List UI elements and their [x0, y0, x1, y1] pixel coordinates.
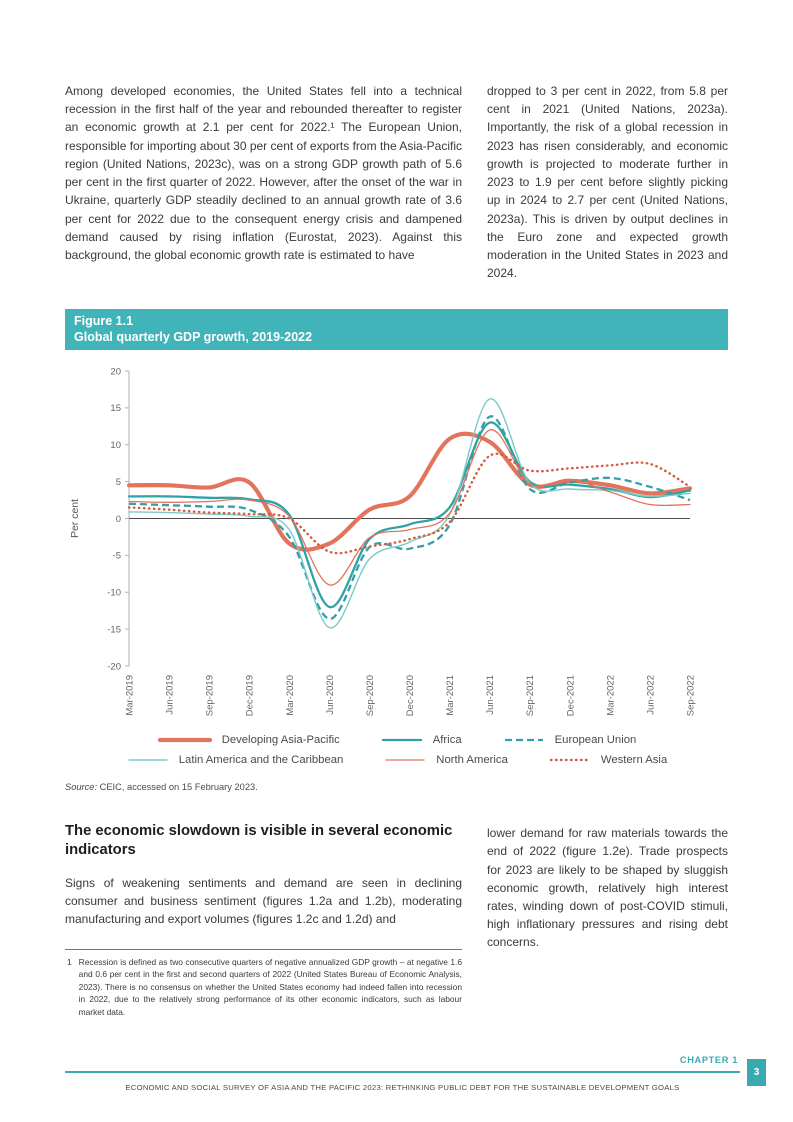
legend-item — [383, 754, 508, 766]
page-footer — [65, 1055, 766, 1092]
body-section-left-column — [65, 822, 462, 1019]
intro-paragraph-right: dropped to 3 per cent in 2022, from 5.8 per cent in 2021 (United Nations, 2023a). Importantly, the risk of a global recession in 2023 has risen considerably, and economic growth is projected to moderate further in 2023 to 1.9 per cent before slightly picking up in 2024 to 2.7 per cent (United Nations, 2023a). This is driven by output declines in the Euro zone and expected growth moderation in the United States in 2023 and 2024. — [487, 84, 728, 281]
figure-banner — [65, 309, 728, 351]
footer-rule — [65, 1071, 740, 1073]
y-tick-label: -5 — [112, 550, 121, 562]
legend-line-sample — [157, 735, 213, 745]
figure-source — [65, 782, 728, 792]
x-tick-label: Mar-2022 — [605, 675, 617, 716]
series-line — [129, 454, 690, 553]
x-tick-label: Dec-2021 — [565, 675, 577, 717]
footnote — [65, 949, 462, 1019]
legend-row — [126, 754, 667, 766]
page-number: 3 — [747, 1059, 766, 1086]
y-tick-label: 20 — [110, 366, 121, 378]
chart-legend — [65, 734, 728, 766]
legend-item — [502, 734, 637, 746]
legend-label: Latin America and the Caribbean — [178, 754, 344, 767]
y-tick-label: 0 — [115, 513, 121, 525]
footnote-marker: 1 — [67, 956, 72, 967]
legend-item — [380, 734, 462, 746]
section-paragraph-left: Signs of weakening sentiments and demand are seen in declining consumer and business sentiment (figures 1.2a and 1.2b), moderating manufacturing and export volumes (figures 1.2c and 1.2d) and — [65, 875, 462, 927]
y-tick-label: -20 — [107, 661, 121, 673]
legend-item — [126, 754, 344, 766]
footer-title: ECONOMIC AND SOCIAL SURVEY OF ASIA AND THE PACIFIC 2023: RETHINKING PUBLIC DEBT FOR THE SUSTAINABLE DEVELOPMENT GOALS — [125, 1083, 680, 1092]
body-section — [65, 822, 728, 1019]
source-label: Source: — [65, 782, 98, 793]
x-tick-label: Jun-2019 — [164, 675, 176, 715]
y-axis-title: Per cent — [69, 499, 81, 539]
footnote-text: Recession is defined as two consecutive quarters of negative annualized GDP growth – at negative 1.6 and 0.6 per cent in the first and second quarters of 2022 (United States Bureau of Economic Analysis, 2023). There is no consensus on whether the United States economy had indeed fallen into recession in 2022, due to the relatively strong performance of its other economic indicators, such as labour market data. — [78, 956, 462, 1018]
x-tick-label: Dec-2020 — [405, 675, 416, 717]
gdp-growth-line-chart — [65, 358, 728, 724]
figure-chart-area — [65, 358, 728, 792]
x-tick-label: Dec-2019 — [244, 675, 256, 717]
x-tick-label: Jun-2021 — [485, 675, 497, 715]
y-tick-label: 10 — [110, 440, 121, 452]
legend-line-sample — [383, 755, 427, 765]
legend-label: European Union — [554, 734, 637, 747]
x-tick-label: Jun-2022 — [645, 675, 657, 715]
legend-label: Africa — [432, 734, 462, 747]
x-tick-label: Jun-2020 — [324, 675, 336, 715]
y-tick-label: -15 — [107, 624, 121, 636]
source-text: CEIC, accessed on 15 February 2023. — [99, 782, 258, 793]
series-line — [129, 430, 690, 585]
section-paragraph-right: lower demand for raw materials towards the end of 2022 (figure 1.2e). Trade prospects for 2023 are likely to be shaped by sluggish economic growth, relatively high interest rates, winding down of post-COVID stimuli, high inflationary pressures and rising debt concerns. — [487, 826, 728, 950]
series-line — [129, 416, 690, 619]
legend-row — [157, 734, 637, 746]
chapter-label: CHAPTER 1 — [679, 1055, 738, 1065]
section-heading: The economic slowdown is visible in several economic indicators — [65, 823, 453, 859]
legend-label: Western Asia — [600, 754, 668, 767]
y-tick-label: 15 — [110, 403, 121, 415]
x-tick-label: Mar-2021 — [445, 675, 457, 716]
x-tick-label: Mar-2019 — [124, 675, 136, 716]
legend-line-sample — [548, 755, 592, 765]
x-tick-label: Sep-2022 — [685, 675, 697, 717]
legend-label: Developing Asia-Pacific — [221, 734, 340, 747]
x-tick-label: Sep-2019 — [204, 675, 216, 717]
y-tick-label: 5 — [115, 476, 121, 488]
legend-item — [157, 734, 340, 746]
intro-paragraph-left: Among developed economies, the United States fell into a technical recession in the first half of the year and rebounded thereafter to register an economic growth at 2.1 per cent for 2022.¹ The European Union, responsible for importing about 30 per cent of exports from the Asia-Pacific region (United Nations, 2023c), was on a strong GDP growth path of 5.6 per cent in the first quarter of 2022. However, after the onset of the war in Ukraine, quarterly GDP steadily declined to an annual growth rate of 3.6 per cent for 2022 due to the consequent energy crisis and dampened demand caused by rising inflation (Eurostat, 2023). Against this background, the global economic growth rate is estimated to have — [65, 84, 462, 263]
intro-section — [65, 82, 728, 283]
legend-item — [548, 754, 667, 766]
series-line — [129, 434, 690, 550]
legend-line-sample — [126, 755, 170, 765]
figure-label: Figure 1.1 — [74, 313, 134, 328]
legend-line-sample — [502, 735, 546, 745]
x-tick-label: Sep-2020 — [364, 675, 376, 717]
footer-rule-row — [65, 1067, 766, 1078]
x-tick-label: Mar-2020 — [284, 675, 296, 716]
x-tick-label: Sep-2021 — [525, 675, 537, 717]
figure-title: Global quarterly GDP growth, 2019-2022 — [74, 329, 313, 344]
legend-label: North America — [436, 754, 508, 767]
y-tick-label: -10 — [107, 587, 121, 599]
legend-line-sample — [380, 735, 424, 745]
